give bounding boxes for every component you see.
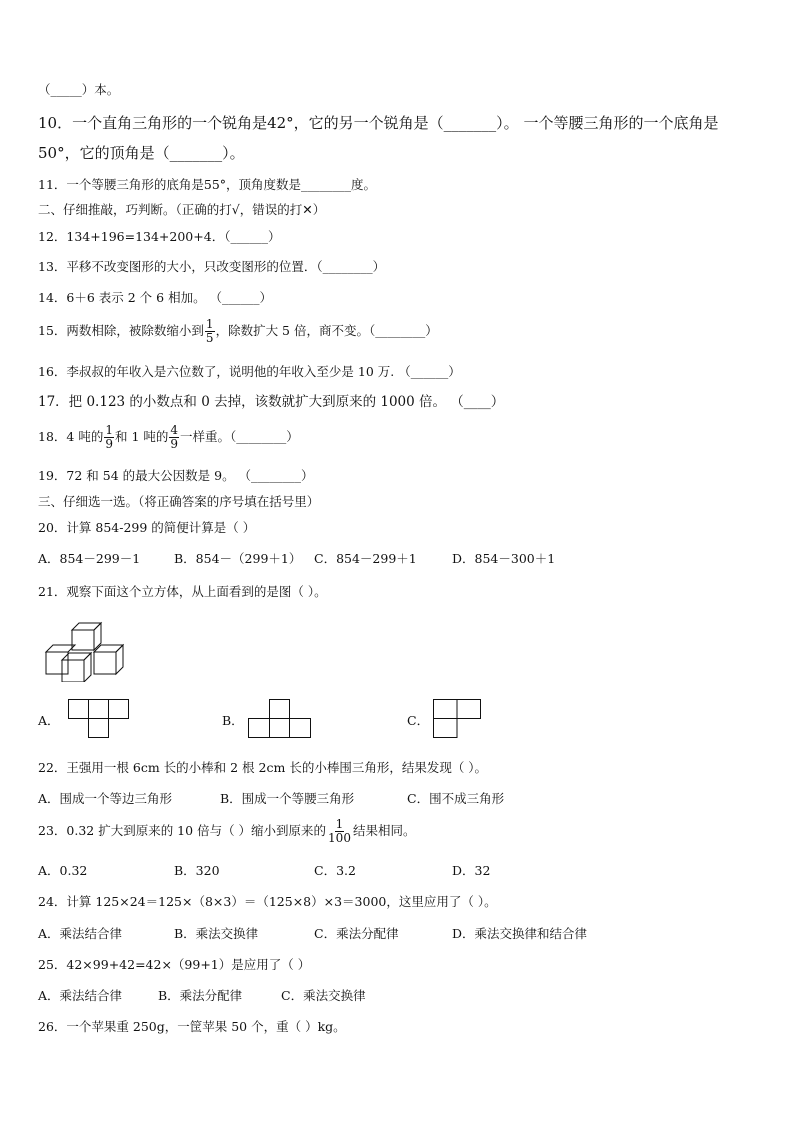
q21-option-a: A． (38, 713, 60, 728)
q14: 14．6＋6 表示 2 个 6 相加。 （______） (38, 290, 273, 305)
cube-left-front (46, 652, 68, 674)
q9-tail: （_____）本。 (38, 82, 120, 97)
cube-top-front (72, 630, 94, 650)
q26: 26．一个苹果重 250g，一筐苹果 50 个，重（ ）kg。 (38, 1019, 346, 1034)
q23-fraction (327, 818, 352, 845)
q18-fraction-2 (169, 424, 179, 451)
q19: 19．72 和 54 的最大公因数是 9。 （________） (38, 468, 314, 483)
q22-option-a: A．围成一个等边三角形 (38, 791, 173, 806)
q15-before: 15．两数相除，被除数缩小到 (38, 323, 204, 338)
option-a-grid-figure (68, 699, 130, 739)
q18 (38, 424, 299, 451)
q15 (38, 318, 438, 345)
q23-option-d: D．32 (452, 863, 491, 878)
q22-option-b: B．围成一个等腰三角形 (220, 791, 355, 806)
q15-after: ，除数扩大 5 倍，商不变。（________） (215, 323, 438, 338)
q20-option-c: C．854－299＋1 (314, 551, 417, 566)
section-3-heading: 三、仔细选一选。（将正确答案的序号填在括号里） (38, 494, 320, 509)
q12: 12．134+196=134+200+4．（______） (38, 229, 281, 244)
cube-front-side (84, 653, 91, 682)
cube-top-face (72, 623, 101, 630)
q18-frac1-den: 9 (105, 437, 113, 451)
cube-right-side (116, 645, 123, 674)
q22-stem: 22．王强用一根 6cm 长的小棒和 2 根 2cm 长的小棒围三角形，结果发现（ ）。 (38, 760, 488, 775)
cube-front-face (62, 653, 91, 660)
q23-before: 23．0.32 扩大到原来的 10 倍与（ ）缩小到原来的 (38, 823, 327, 838)
q23-frac-den: 100 (328, 831, 351, 845)
q25-option-b: B．乘法分配律 (158, 988, 243, 1003)
q15-fraction (205, 318, 215, 345)
q18-after: 一样重。（________） (180, 429, 299, 444)
q21-stem: 21．观察下面这个立方体，从上面看到的是图（ ）。 (38, 584, 327, 599)
q23-option-a: A．0.32 (38, 863, 88, 878)
q10-line1: 10．一个直角三角形的一个锐角是42°，它的另一个锐角是（_______）。 一个等腰三角形的一个底角是 (38, 114, 719, 132)
q23 (38, 818, 415, 845)
q23-after: 结果相同。 (352, 823, 416, 838)
q23-option-b: B．320 (174, 863, 220, 878)
q23-option-c: C．3.2 (314, 863, 356, 878)
q18-before: 18．4 吨的 (38, 429, 104, 444)
q18-frac2-num: 4 (170, 423, 179, 437)
q18-frac1-num: 1 (105, 423, 113, 437)
q17: 17．把 0.123 的小数点和 0 去掉，该数就扩大到原来的 1000 倍。 （____） (38, 394, 505, 410)
q20-option-d: D．854－300＋1 (452, 551, 556, 566)
q21-option-b: B． (222, 713, 244, 728)
cube-left-face (46, 645, 75, 652)
q11: 11．一个等腰三角形的底角是55°，顶角度数是________度。 (38, 177, 377, 192)
q24-option-b: B．乘法交换律 (174, 926, 259, 941)
q16: 16．李叔叔的年收入是六位数了，说明他的年收入至少是 10 万. （______） (38, 364, 461, 379)
q20-option-a: A．854－299－1 (38, 551, 141, 566)
option-b-grid-figure (248, 699, 312, 739)
q25-option-a: A．乘法结合律 (38, 988, 123, 1003)
q18-frac2-den: 9 (170, 437, 179, 451)
q24-stem: 24．计算 125×24＝125×（8×3）＝（125×8）×3＝3000，这里应用了（ ）。 (38, 894, 497, 909)
section-2-heading: 二、仔细推敲，巧判断。（正确的打√，错误的打✕） (38, 202, 326, 217)
q24-option-d: D．乘法交换律和结合律 (452, 926, 588, 941)
q20-stem: 20．计算 854-299 的简便计算是（ ） (38, 520, 256, 535)
cube-front-front (62, 660, 84, 682)
q18-fraction-1 (104, 424, 114, 451)
q24-option-a: A．乘法结合律 (38, 926, 123, 941)
q23-frac-num: 1 (335, 817, 344, 831)
q24-option-c: C．乘法分配律 (314, 926, 399, 941)
q25-stem: 25．42×99+42=42×（99+1）是应用了（ ） (38, 957, 311, 972)
q22-option-c: C．围不成三角形 (407, 791, 505, 806)
q20-option-b: B．854－（299＋1） (174, 551, 302, 566)
cube-stack-figure (44, 620, 124, 682)
q25-option-c: C．乘法交换律 (281, 988, 366, 1003)
q15-frac-num: 1 (205, 317, 214, 331)
q13: 13．平移不改变图形的大小，只改变图形的位置．（________） (38, 259, 386, 274)
q10-line2: 50°，它的顶角是（_______）。 (38, 144, 245, 162)
cube-right-front (94, 652, 116, 674)
q21-option-c: C． (407, 713, 430, 728)
q15-frac-den: 5 (205, 331, 214, 345)
option-c-grid-figure (433, 699, 483, 739)
q18-middle: 和 1 吨的 (114, 429, 169, 444)
